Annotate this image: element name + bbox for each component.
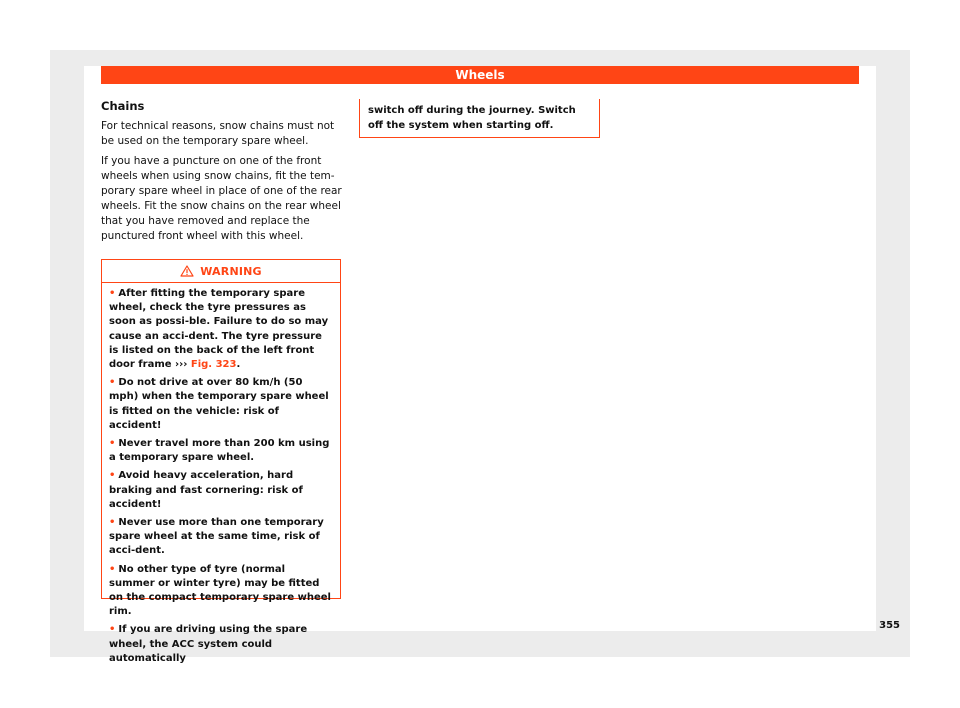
warning-title: WARNING (200, 264, 262, 278)
warning-triangle-icon (180, 265, 194, 277)
chains-paragraph-1: For technical reasons, snow chains must not be used on the temporary spare wheel. (101, 120, 335, 147)
bullet-icon: • (109, 438, 116, 450)
page-header: Wheels (101, 66, 859, 84)
bullet-icon: • (109, 377, 116, 389)
bullet-icon: • (109, 624, 116, 636)
warning-item: • If you are driving using the spare wheel, the ACC system could automatically (109, 624, 308, 664)
bullet-icon: • (109, 517, 116, 529)
warning-item: • Do not drive at over 80 km/h (50 mph) when the temporary spare wheel is fitted on the vehicle: risk of accident! (109, 377, 329, 431)
chains-paragraph-2: If you have a puncture on one of the front wheels when using snow chains, fit the tem-porary spare wheel in place of one of the rear wheels. Fit the snow chains on the rear wheel that you have removed and replace the punctured front wheel with this wheel. (101, 155, 342, 242)
bullet-icon: • (109, 470, 116, 482)
warning-item: • After fitting the temporary spare wheel, check the tyre pressures as soon as possi-ble. Failure to do so may cause an acci-dent. The tyre pressure is listed on the back of the left front door frame ››› Fig. 323. (109, 288, 329, 371)
warning-continuation: switch off during the journey. Switch off the system when starting off. (359, 99, 600, 138)
warning-item: • Never use more than one temporary spare wheel at the same time, risk of acci-dent. (109, 517, 324, 557)
warning-header (102, 260, 340, 283)
chains-section (101, 98, 342, 249)
warning-box (101, 259, 341, 664)
warning-body (102, 283, 340, 666)
section-title: Chains (101, 99, 145, 113)
bullet-icon: • (109, 288, 116, 299)
bullet-icon: • (109, 563, 116, 575)
page-number: 355 (879, 620, 900, 631)
figure-link[interactable]: Fig. 323 (190, 359, 237, 371)
warning-item: • Never travel more than 200 km using a temporary spare wheel. (109, 438, 330, 464)
warning-item: • No other type of tyre (normal summer or winter tyre) may be fitted on the compact temporary spare wheel rim. (109, 563, 331, 618)
warning-item: • Avoid heavy acceleration, hard braking and fast cornering: risk of accident! (109, 470, 303, 510)
